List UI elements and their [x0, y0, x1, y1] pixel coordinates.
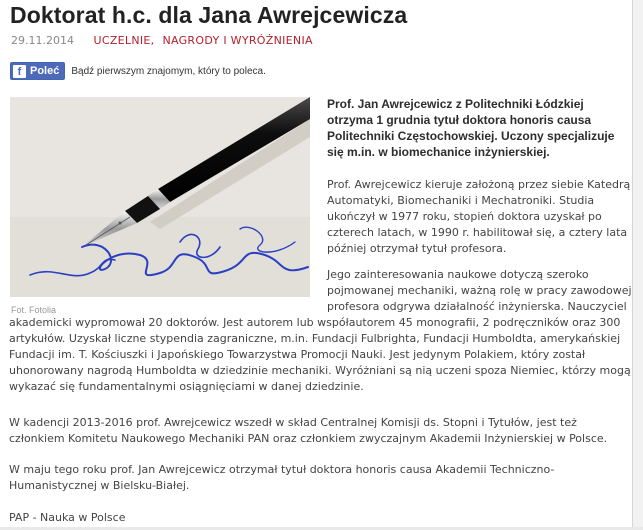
article-source: PAP - Nauka w Polsce	[9, 511, 126, 524]
facebook-f-icon: f	[13, 65, 26, 78]
facebook-button-label: Poleć	[30, 65, 60, 77]
page-right-edge	[632, 0, 643, 530]
facebook-prompt: Bądź pierwszym znajomym, który to poleca.	[71, 65, 266, 77]
article-paragraph: W maju tego roku prof. Jan Awrejcewicz otrzymał tytuł doktora honoris causa Akademii Techniczno-Humanistycznej w Bielsku-Białej.	[9, 463, 555, 492]
photo-caption: Fot. Fotolia	[11, 305, 57, 315]
facebook-recommend-button[interactable]	[10, 62, 65, 80]
facebook-like-bar	[10, 62, 266, 80]
article-paragraph-text: Jego zainteresowania naukowe dotyczą szeroko pojmowanej mechaniki, ważną rolę w pracy zawodowej profesora odgrywa działalność inżynierska. Nauczyciel akademicki wypromował 20 doktorów. Jest autorem lub współautorem 45 monografii, 2 podręczników oraz 300 artykułów. Uzyskał liczne stypendia zagraniczne, m.in. Fundacji Fulbrighta, Fundacji Humboldta, amerykańskiej Fundacji im. T. Kościuszki i Japońskiego Towarzystwa Promocji Nauki. Jest jedynym Polakiem, który został uhonorowany nagrodą Humboldta w dziedzinie mechaniki. Wyróżniani są nią uczeni spoza Niemiec, którzy mogą wykazać się fundamentalnymi osiągnięciami w danej dziedzinie.	[9, 268, 632, 393]
category-link-nagrody[interactable]: NAGRODY I WYRÓŻNIENIA	[162, 34, 313, 47]
publish-date: 29.11.2014	[11, 34, 74, 47]
article-lead: Prof. Jan Awrejcewicz z Politechniki Łódzkiej otrzyma 1 grudnia tytuł doktora honoris causa Politechniki Częstochowskiej. Uczony specjalizuje się m.in. w biomechanice inżynierskiej.	[327, 97, 615, 159]
article-paragraph: W kadencji 2013-2016 prof. Awrejcewicz wszedł w skład Centralnej Komisji ds. Stopni i Tytułów, jest też członkiem Komitetu Naukowego Mechaniki PAN oraz członkiem zwyczajnym Akademii Inżynierskiej w Polsce.	[9, 416, 608, 445]
category-links	[93, 34, 312, 47]
article-paragraph: Prof. Awrejcewicz kieruje założoną przez siebie Katedrą Automatyki, Biomechaniki i Mechatroniki. Studia ukończył w 1977 roku, stopień doktora uzyskał po czterech latach, w 1990 r. habilitował się, a cztery lata później otrzymał tytuł profesora.	[327, 178, 631, 255]
category-link-uczelnie[interactable]: UCZELNIE,	[93, 34, 155, 47]
article-meta	[11, 34, 313, 47]
article-title: Doktorat h.c. dla Jana Awrejcewicza	[10, 2, 408, 28]
article-paragraph	[9, 267, 633, 395]
